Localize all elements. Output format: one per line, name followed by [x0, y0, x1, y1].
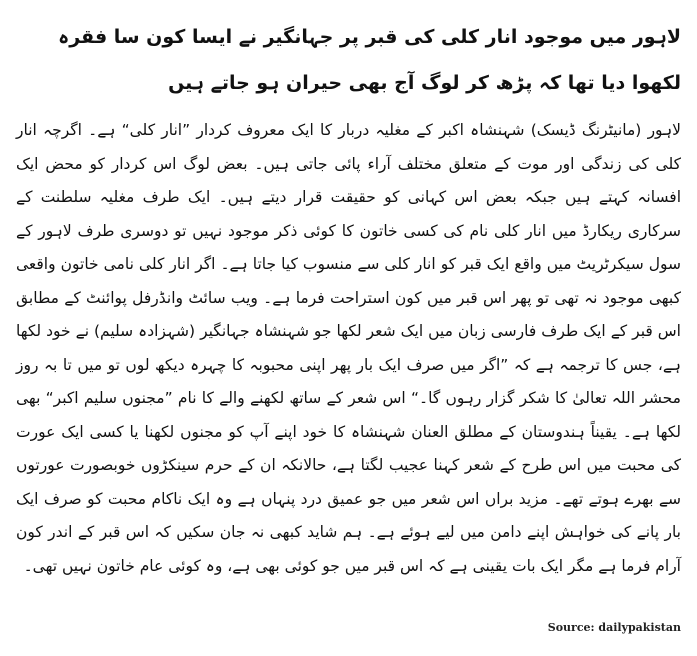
- article-headline: لاہور میں موجود انار کلی کی قبر پر جہانگیر نے ایسا کون سا فقرہ لکھوا دیا تھا کہ پڑھ کر لوگ آج بھی حیران ہو جاتے ہیں: [58, 26, 681, 94]
- article-body: لاہور (مانیٹرنگ ڈیسک) شہنشاہ اکبر کے مغلیہ دربار کا ایک معروف کردار ”انار کلی“ ہے۔ اگرچہ انار کلی کی زندگی اور موت کے متعلق مختلف آراء پائی جاتی ہیں۔ بعض لوگ اس کردار کو محض ایک افسانہ کہتے ہیں جبکہ بعض اس کہانی کو حقیقت قرار دیتے ہیں۔ ایک طرف مغلیہ سلطنت کے سرکاری ریکارڈ میں انار کلی نام کی کسی خاتون کا کوئی ذکر موجود نہیں تو دوسری طرف لاہور کے سول سیکرٹریٹ میں واقع ایک قبر کو انار کلی سے منسوب کیا جاتا ہے۔ اگر انار کلی نامی خاتون واقعی کبھی موجود نہ تھی تو پھر اس قبر میں کون استراحت فرما ہے۔ ویب سائٹ وانڈرفل پوائنٹ کے مطابق اس قبر کے ایک طرف فارسی زبان میں ایک شعر لکھا جو شہنشاہ جہانگیر (شہزادہ سلیم) نے خود لکھا ہے، جس کا ترجمہ ہے کہ ”اگر میں صرف ایک بار پھر اپنی محبوبہ کا چہرہ دیکھ لوں تو میں تا بہ روز محشر اللہ تعالیٰ کا شکر گزار رہوں گا۔“ اس شعر کے ساتھ لکھنے والے کا نام ”مجنوں سلیم اکبر“ بھی لکھا ہے۔ یقیناً ہندوستان کے مطلق العنان شہنشاہ کا خود اپنے آپ کو مجنوں لکھنا یا کسی ایک عورت کی محبت میں اس طرح کے شعر کہنا عجیب لگتا ہے، حالانکہ ان کے حرم سینکڑوں خوبصورت عورتوں سے بھرے ہوتے تھے۔ مزید براں اس شعر میں جو عمیق درد پنہاں ہے وہ ایک ناکام محبت کو صرف ایک بار پانے کی خواہش اپنے دامن میں لیے ہوئے ہے۔ ہم شاید کبھی نہ جان سکیں کہ اس قبر کے اندر کون آرام فرما ہے مگر ایک بات یقینی ہے کہ اس قبر میں جو کوئی بھی ہے، وہ کوئی عام خاتون نہیں تھی۔: [16, 121, 681, 575]
- source-credit: Source: dailypakistan: [547, 621, 681, 634]
